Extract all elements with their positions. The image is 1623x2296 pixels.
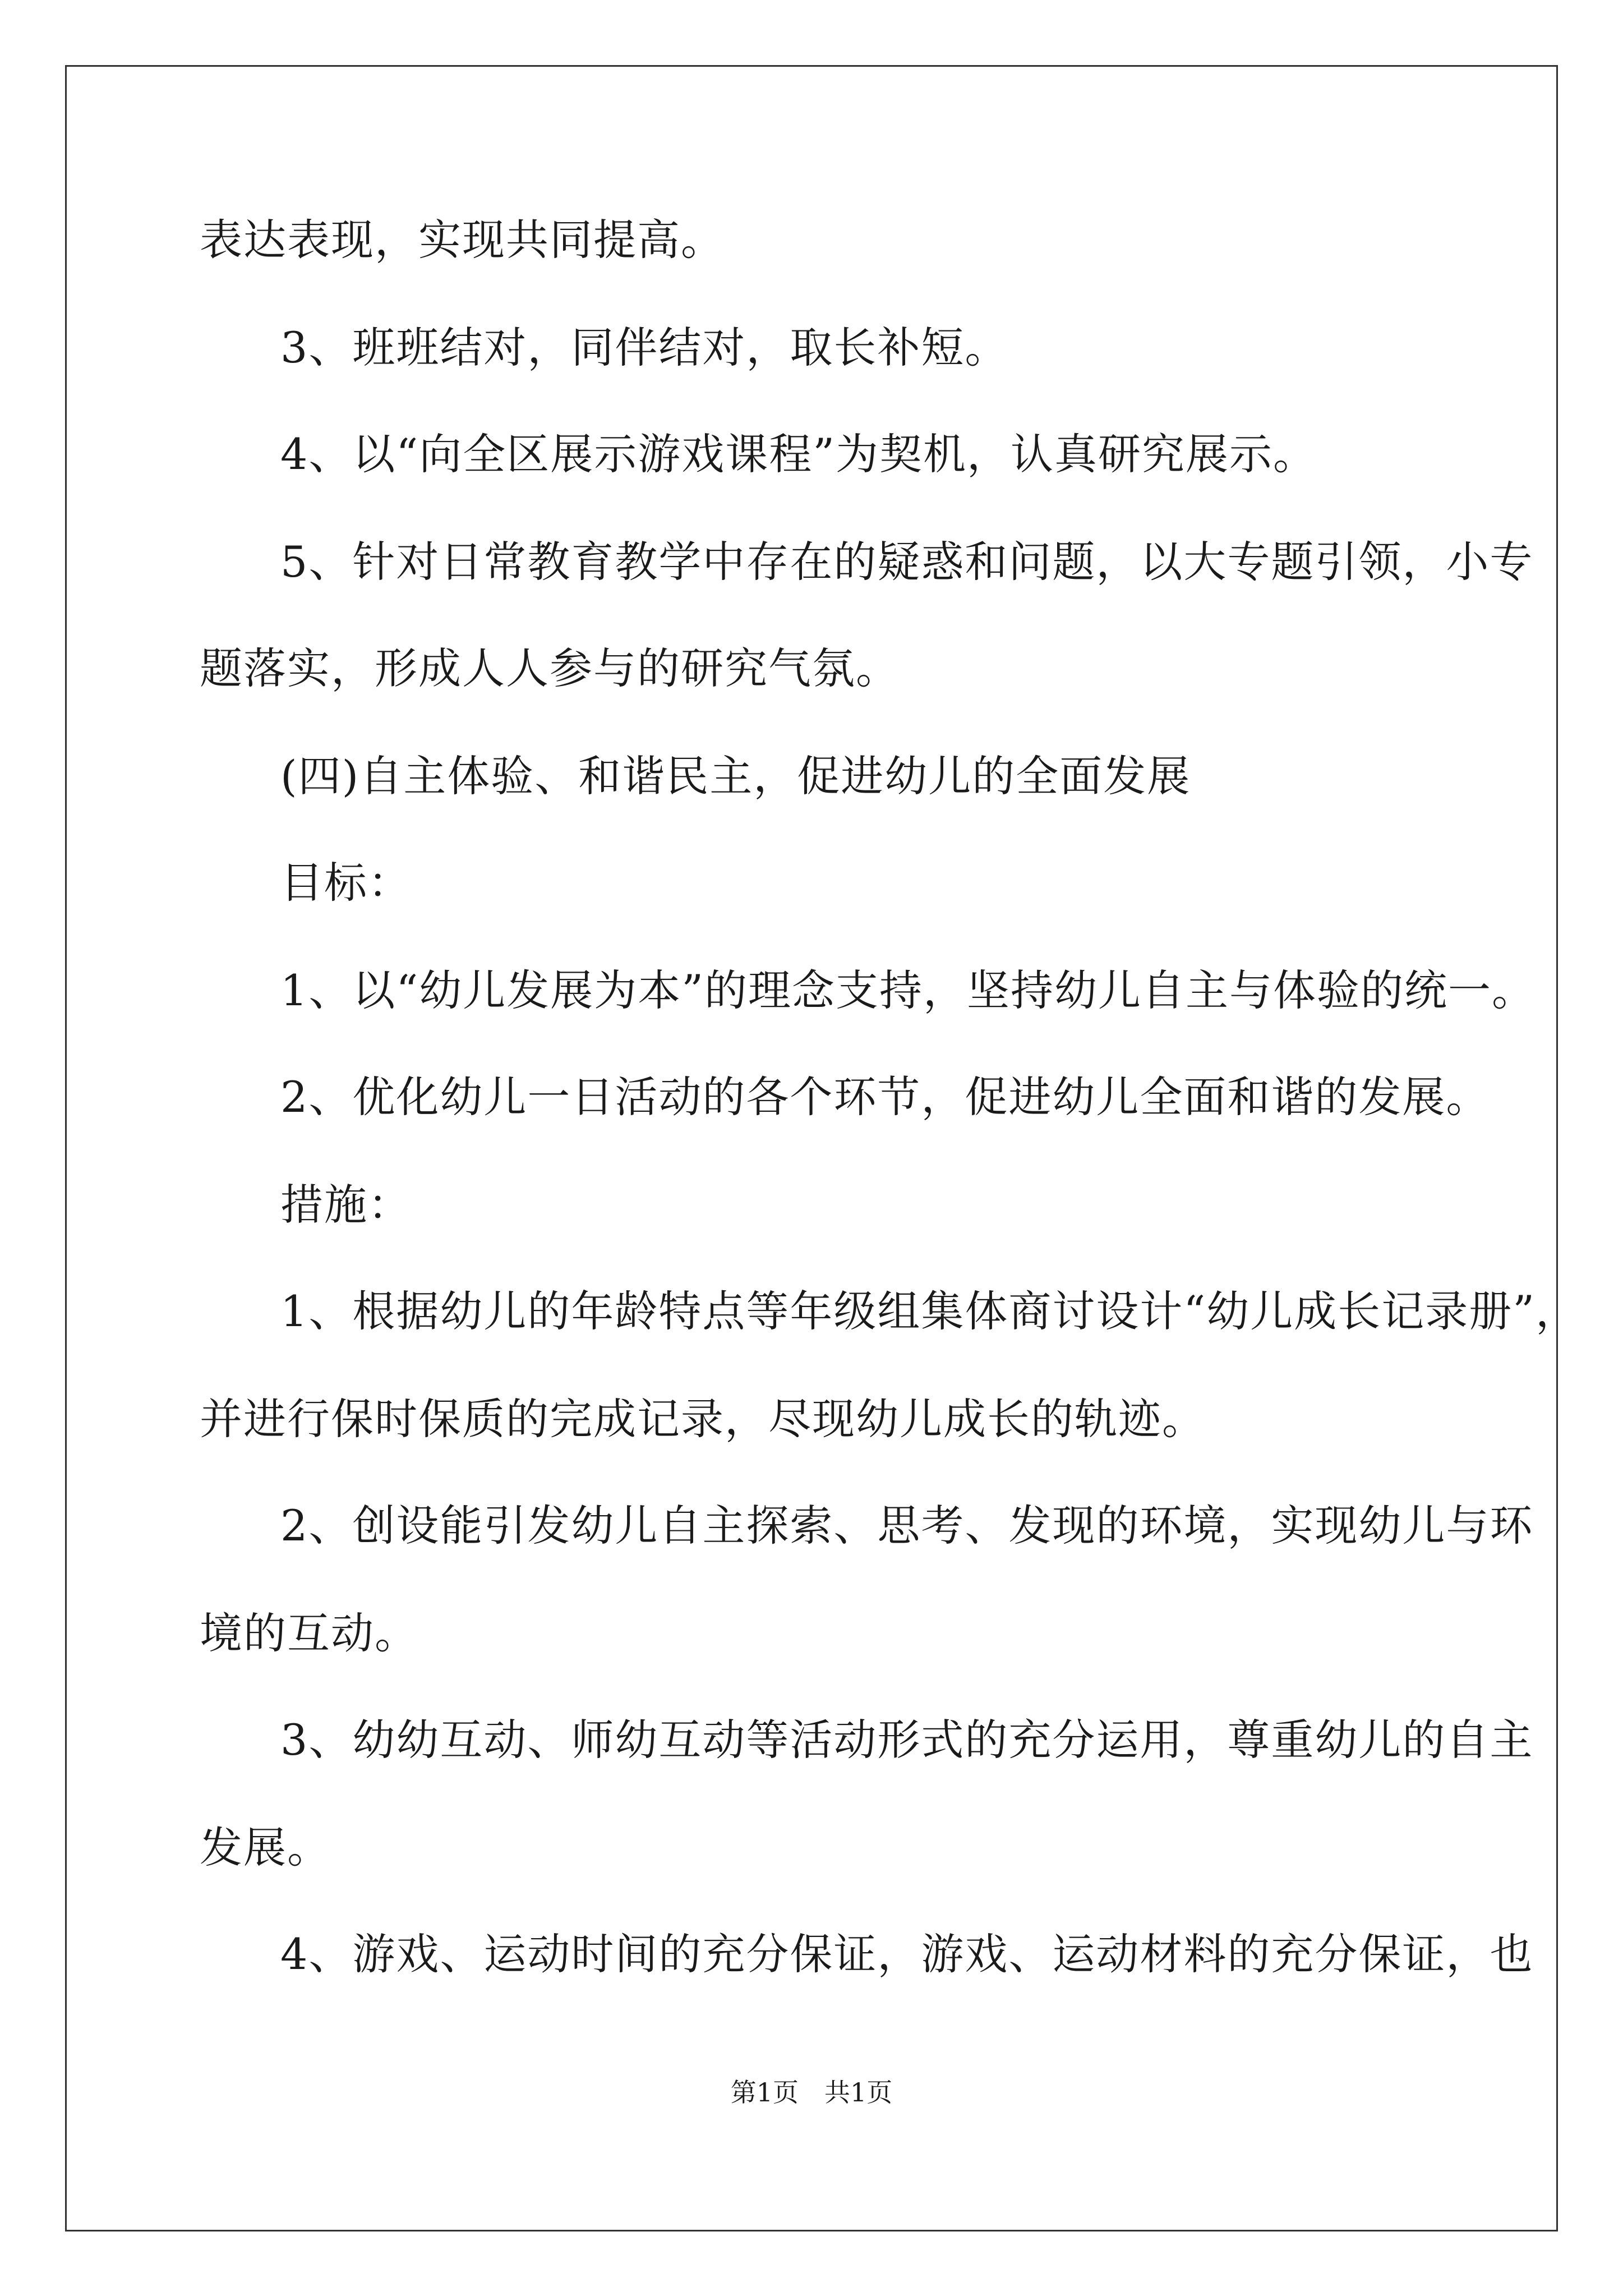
paragraph-line-3: 4、以“向全区展示游戏课程”为契机，认真研究展示。 bbox=[280, 429, 1317, 479]
page-border bbox=[65, 65, 1558, 2231]
paragraph-line-12: 并进行保时保质的完成记录，尽现幼儿成长的轨迹。 bbox=[200, 1394, 1206, 1444]
paragraph-line-5: 题落实，形成人人参与的研究气氛。 bbox=[200, 643, 900, 693]
paragraph-line-2: 3、班班结对，同伴结对，取长补短。 bbox=[280, 323, 1009, 372]
paragraph-line-8: 1、以“幼儿发展为本”的理念支持，坚持幼儿自主与体验的统一。 bbox=[280, 965, 1536, 1015]
goals-label: 目标： bbox=[280, 858, 412, 908]
section-heading: (四)自主体验、和谐民主，促进幼儿的全面发展 bbox=[280, 751, 1191, 801]
page-footer: 第1页 共1页 bbox=[730, 2077, 893, 2108]
paragraph-line-15: 3、幼幼互动、师幼互动等活动形式的充分运用，尊重幼儿的自主 bbox=[280, 1715, 1534, 1765]
paragraph-line-17: 4、游戏、运动时间的充分保证，游戏、运动材料的充分保证，也 bbox=[280, 1929, 1534, 1979]
paragraph-line-16: 发展。 bbox=[200, 1823, 331, 1872]
paragraph-line-4: 5、针对日常教育教学中存在的疑惑和问题，以大专题引领，小专 bbox=[280, 537, 1534, 587]
paragraph-line-14: 境的互动。 bbox=[200, 1608, 418, 1658]
paragraph-line-13: 2、创设能引发幼儿自主探索、思考、发现的环境，实现幼儿与环 bbox=[280, 1501, 1534, 1550]
paragraph-line-11: 1、根据幼儿的年龄特点等年级组集体商讨设计“幼儿成长记录册”， bbox=[280, 1286, 1580, 1336]
measures-label: 措施： bbox=[280, 1180, 412, 1230]
paragraph-line-9: 2、优化幼儿一日活动的各个环节，促进幼儿全面和谐的发展。 bbox=[280, 1072, 1490, 1122]
paragraph-line-1: 表达表现，实现共同提高。 bbox=[200, 215, 725, 265]
